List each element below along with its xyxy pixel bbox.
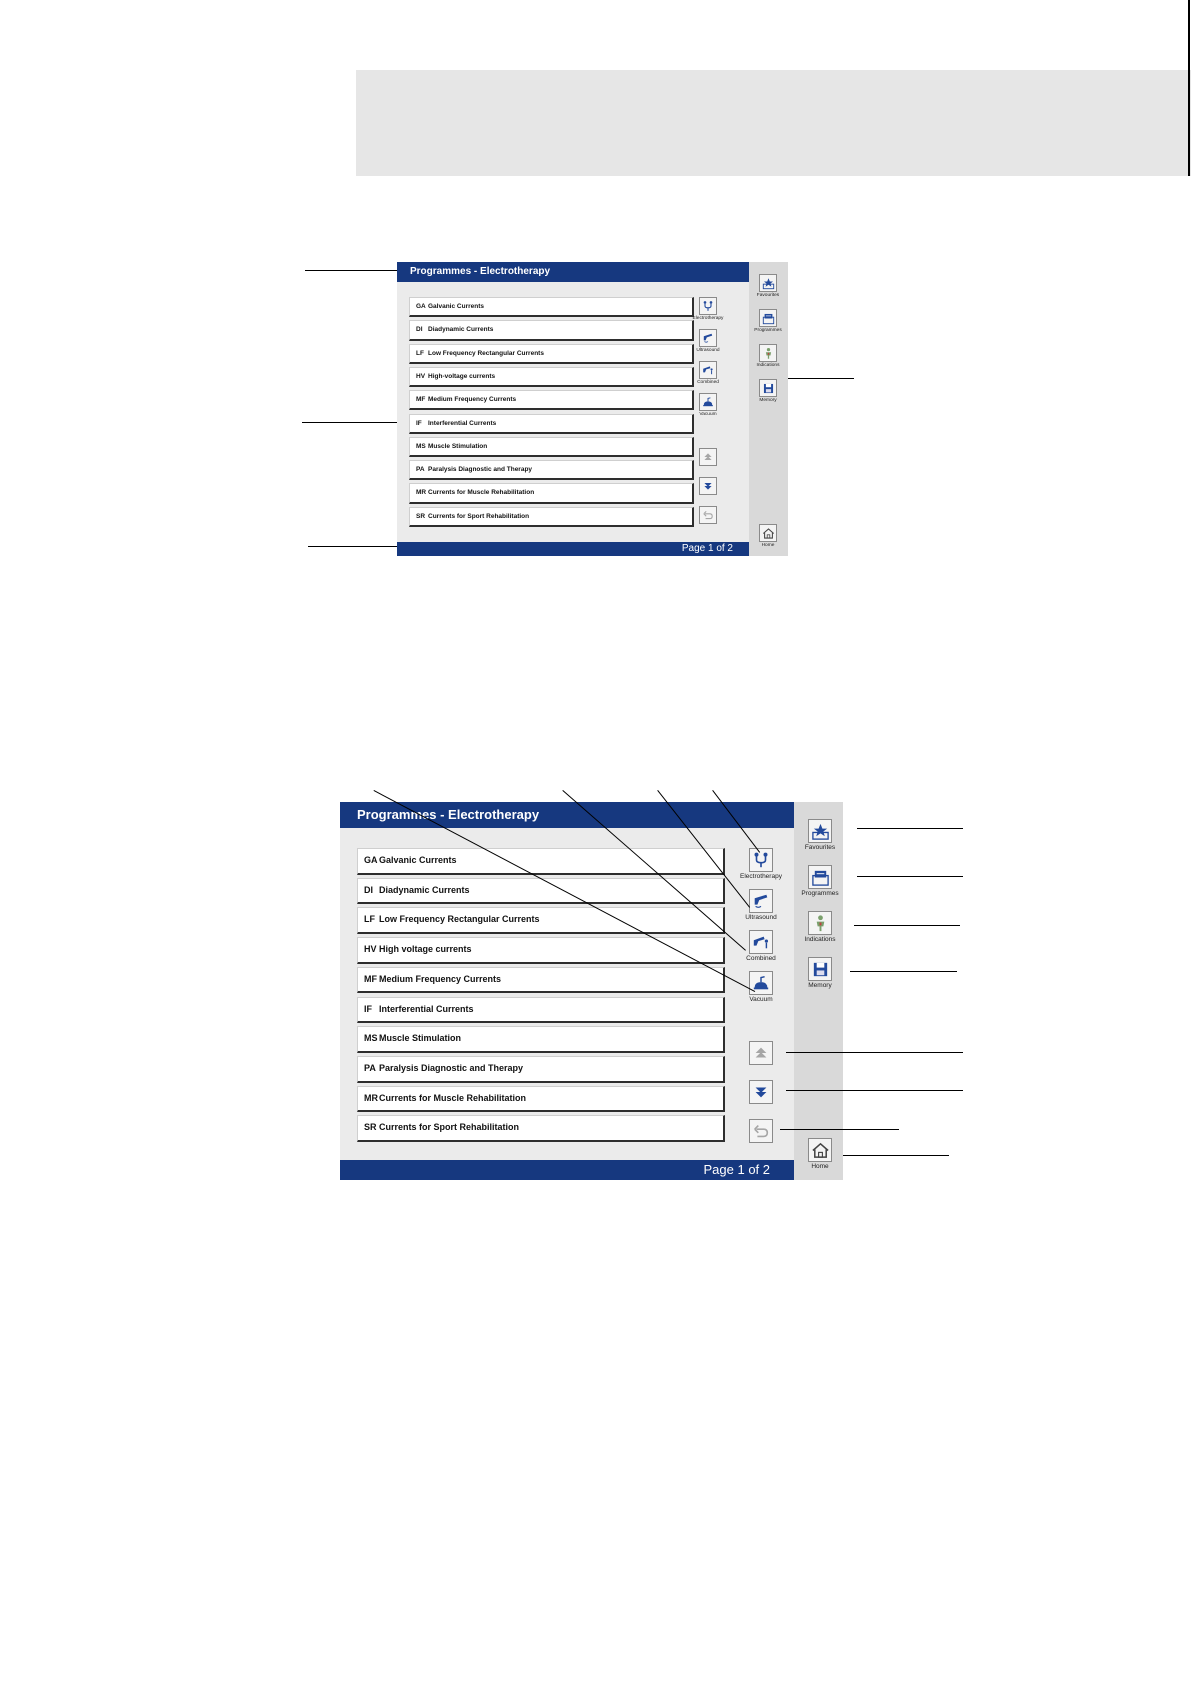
- screen-title-bar: Programmes - Electrotherapy: [397, 262, 749, 282]
- leader-line: [780, 1129, 899, 1130]
- page-edge-rule: [1188, 0, 1190, 176]
- tool-label: Electrotherapy: [692, 316, 724, 321]
- programme-name: Currents for Muscle Rehabilitation: [379, 1092, 527, 1103]
- programmes-nav-button[interactable]: [759, 309, 777, 327]
- vacuum-icon: [702, 396, 714, 408]
- nav-label: Programmes: [754, 328, 782, 333]
- leader-line: [786, 1090, 963, 1091]
- ultrasound-button[interactable]: [749, 889, 773, 913]
- leader-line: [302, 422, 409, 423]
- programmes-screen-small: [397, 262, 788, 556]
- leader-line: [305, 270, 397, 271]
- programme-code: PA: [416, 466, 425, 474]
- leader-line: [788, 378, 854, 379]
- nav-label: Memory: [808, 982, 832, 989]
- home-label: Home: [761, 543, 775, 548]
- programme-name: High voltage currents: [379, 944, 472, 955]
- electrotherapy-icon: [702, 300, 714, 312]
- leader-line: [843, 1155, 949, 1156]
- leader-line: [857, 828, 963, 829]
- favourites-nav-button[interactable]: [759, 274, 777, 292]
- programme-item[interactable]: [357, 997, 725, 1024]
- programme-name: Galvanic Currents: [428, 303, 484, 310]
- programme-name: Muscle Stimulation: [379, 1033, 462, 1044]
- home-icon: [811, 1141, 830, 1160]
- indications-icon: [762, 347, 775, 360]
- programme-code: DI: [416, 326, 423, 334]
- nav-label: Favourites: [756, 293, 780, 298]
- scroll-up-button[interactable]: [749, 1041, 773, 1065]
- tool-label: Combined: [746, 955, 776, 962]
- programme-item[interactable]: [357, 878, 725, 905]
- indications-icon: [811, 914, 830, 933]
- screen-title-bar: Programmes - Electrotherapy: [340, 802, 794, 828]
- back-icon: [702, 509, 714, 521]
- scroll-down-icon: [702, 480, 714, 492]
- programme-item[interactable]: [357, 848, 725, 875]
- ultrasound-button[interactable]: [699, 329, 717, 347]
- programme-code: MR: [416, 489, 427, 497]
- scroll-down-button[interactable]: [749, 1080, 773, 1104]
- home-button[interactable]: [759, 524, 777, 542]
- programme-item[interactable]: [409, 320, 694, 340]
- programme-code: HV: [364, 944, 377, 955]
- programme-name: Currents for Sport Rehabilitation: [379, 1122, 520, 1133]
- tool-label: Ultrasound: [745, 914, 777, 921]
- navigation-sidebar: [749, 262, 788, 556]
- home-button[interactable]: [808, 1138, 832, 1162]
- memory-nav-button[interactable]: [808, 957, 832, 981]
- memory-icon: [811, 960, 830, 979]
- vacuum-button[interactable]: [699, 393, 717, 411]
- programme-code: DI: [364, 884, 373, 895]
- back-icon: [752, 1122, 770, 1140]
- tool-label: Electrotherapy: [740, 873, 782, 880]
- tool-label: Ultrasound: [696, 348, 720, 353]
- page-indicator: Page 1 of 2: [397, 542, 749, 556]
- programme-name: Currents for Sport Rehabilitation: [428, 512, 530, 520]
- programme-code: PA: [364, 1062, 376, 1073]
- programme-item[interactable]: [409, 414, 694, 434]
- leader-line: [786, 1052, 963, 1053]
- programme-item[interactable]: [357, 1056, 725, 1083]
- programme-item[interactable]: [409, 344, 694, 364]
- nav-label: Programmes: [801, 890, 839, 897]
- back-button[interactable]: [749, 1119, 773, 1143]
- nav-label: Favourites: [804, 844, 836, 851]
- programme-item[interactable]: [357, 1086, 725, 1113]
- tool-label: Vacuum: [749, 996, 773, 1003]
- favourites-icon: [811, 822, 830, 841]
- home-label: Home: [811, 1163, 829, 1170]
- programme-item[interactable]: [409, 483, 694, 503]
- tool-label: Vacuum: [699, 412, 717, 417]
- scroll-up-icon: [702, 451, 714, 463]
- programmes-icon: [811, 868, 830, 887]
- programmes-screen-large: [340, 802, 843, 1180]
- programme-code: MF: [416, 396, 426, 404]
- programme-name: Interferential Currents: [379, 1003, 474, 1014]
- electrotherapy-button[interactable]: [749, 848, 773, 872]
- programme-name: Diadynamic Currents: [379, 884, 470, 895]
- home-icon: [762, 527, 775, 540]
- programme-item[interactable]: [409, 437, 694, 457]
- leader-line: [850, 971, 957, 972]
- programme-item[interactable]: [357, 1026, 725, 1053]
- page-indicator: Page 1 of 2: [340, 1160, 794, 1180]
- electrotherapy-button[interactable]: [699, 297, 717, 315]
- combined-icon: [752, 933, 770, 951]
- programme-code: HV: [416, 372, 426, 380]
- favourites-icon: [762, 277, 775, 290]
- programme-item[interactable]: [409, 390, 694, 410]
- vacuum-icon: [752, 974, 770, 992]
- programme-item[interactable]: [409, 297, 694, 317]
- programme-name: Low Frequency Rectangular Currents: [428, 349, 544, 357]
- programme-code: SR: [416, 512, 426, 520]
- programme-code: IF: [364, 1003, 372, 1014]
- leader-line: [854, 925, 960, 926]
- programmes-icon: [762, 312, 775, 325]
- programme-code: GA: [364, 855, 378, 865]
- indications-nav-button[interactable]: [808, 911, 832, 935]
- programme-code: GA: [416, 303, 426, 310]
- tool-label: Combined: [697, 380, 719, 385]
- scroll-down-button[interactable]: [699, 477, 717, 495]
- programme-code: MS: [364, 1033, 378, 1044]
- programme-code: MF: [364, 973, 377, 984]
- memory-icon: [762, 382, 775, 395]
- programme-code: LF: [416, 349, 424, 357]
- programme-code: SR: [364, 1122, 377, 1133]
- programme-name: Muscle Stimulation: [428, 442, 488, 450]
- programme-code: LF: [364, 914, 375, 925]
- programme-item[interactable]: [409, 367, 694, 387]
- programmes-nav-button[interactable]: [808, 865, 832, 889]
- programme-code: MR: [364, 1092, 378, 1103]
- ultrasound-icon: [752, 892, 770, 910]
- programme-name: Paralysis Diagnostic and Therapy: [379, 1062, 524, 1073]
- indications-nav-button[interactable]: [759, 344, 777, 362]
- programme-name: Currents for Muscle Rehabilitation: [428, 489, 535, 497]
- programme-name: Diadynamic Currents: [428, 326, 494, 334]
- programme-name: Paralysis Diagnostic and Therapy: [428, 466, 533, 474]
- scroll-down-icon: [752, 1083, 770, 1101]
- programme-code: IF: [416, 419, 422, 427]
- favourites-nav-button[interactable]: [808, 819, 832, 843]
- combined-icon: [702, 364, 714, 376]
- nav-label: Indications: [804, 936, 836, 943]
- programme-item[interactable]: [409, 460, 694, 480]
- programme-name: Interferential Currents: [428, 419, 497, 427]
- programme-name: Galvanic Currents: [379, 855, 457, 865]
- nav-label: Indications: [756, 363, 780, 368]
- electrotherapy-icon: [752, 851, 770, 869]
- scroll-up-button[interactable]: [699, 448, 717, 466]
- vacuum-button[interactable]: [749, 971, 773, 995]
- scroll-up-icon: [752, 1044, 770, 1062]
- nav-label: Memory: [759, 398, 777, 403]
- programme-item[interactable]: [357, 967, 725, 994]
- leader-line: [308, 546, 397, 547]
- programme-item[interactable]: [357, 907, 725, 934]
- combined-button[interactable]: [749, 930, 773, 954]
- programme-name: High-voltage currents: [428, 372, 496, 380]
- memory-nav-button[interactable]: [759, 379, 777, 397]
- combined-button[interactable]: [699, 361, 717, 379]
- programme-item[interactable]: [357, 937, 725, 964]
- page-header-band: [356, 70, 1191, 176]
- programme-item[interactable]: [357, 1115, 725, 1142]
- navigation-sidebar: [794, 802, 843, 1180]
- programme-name: Medium Frequency Currents: [428, 396, 517, 404]
- programme-code: MS: [416, 442, 426, 450]
- leader-line: [857, 876, 963, 877]
- programme-name: Medium Frequency Currents: [379, 973, 502, 984]
- programme-item[interactable]: [409, 507, 694, 527]
- programme-name: Low Frequency Rectangular Currents: [379, 914, 540, 925]
- back-button[interactable]: [699, 506, 717, 524]
- ultrasound-icon: [702, 332, 714, 344]
